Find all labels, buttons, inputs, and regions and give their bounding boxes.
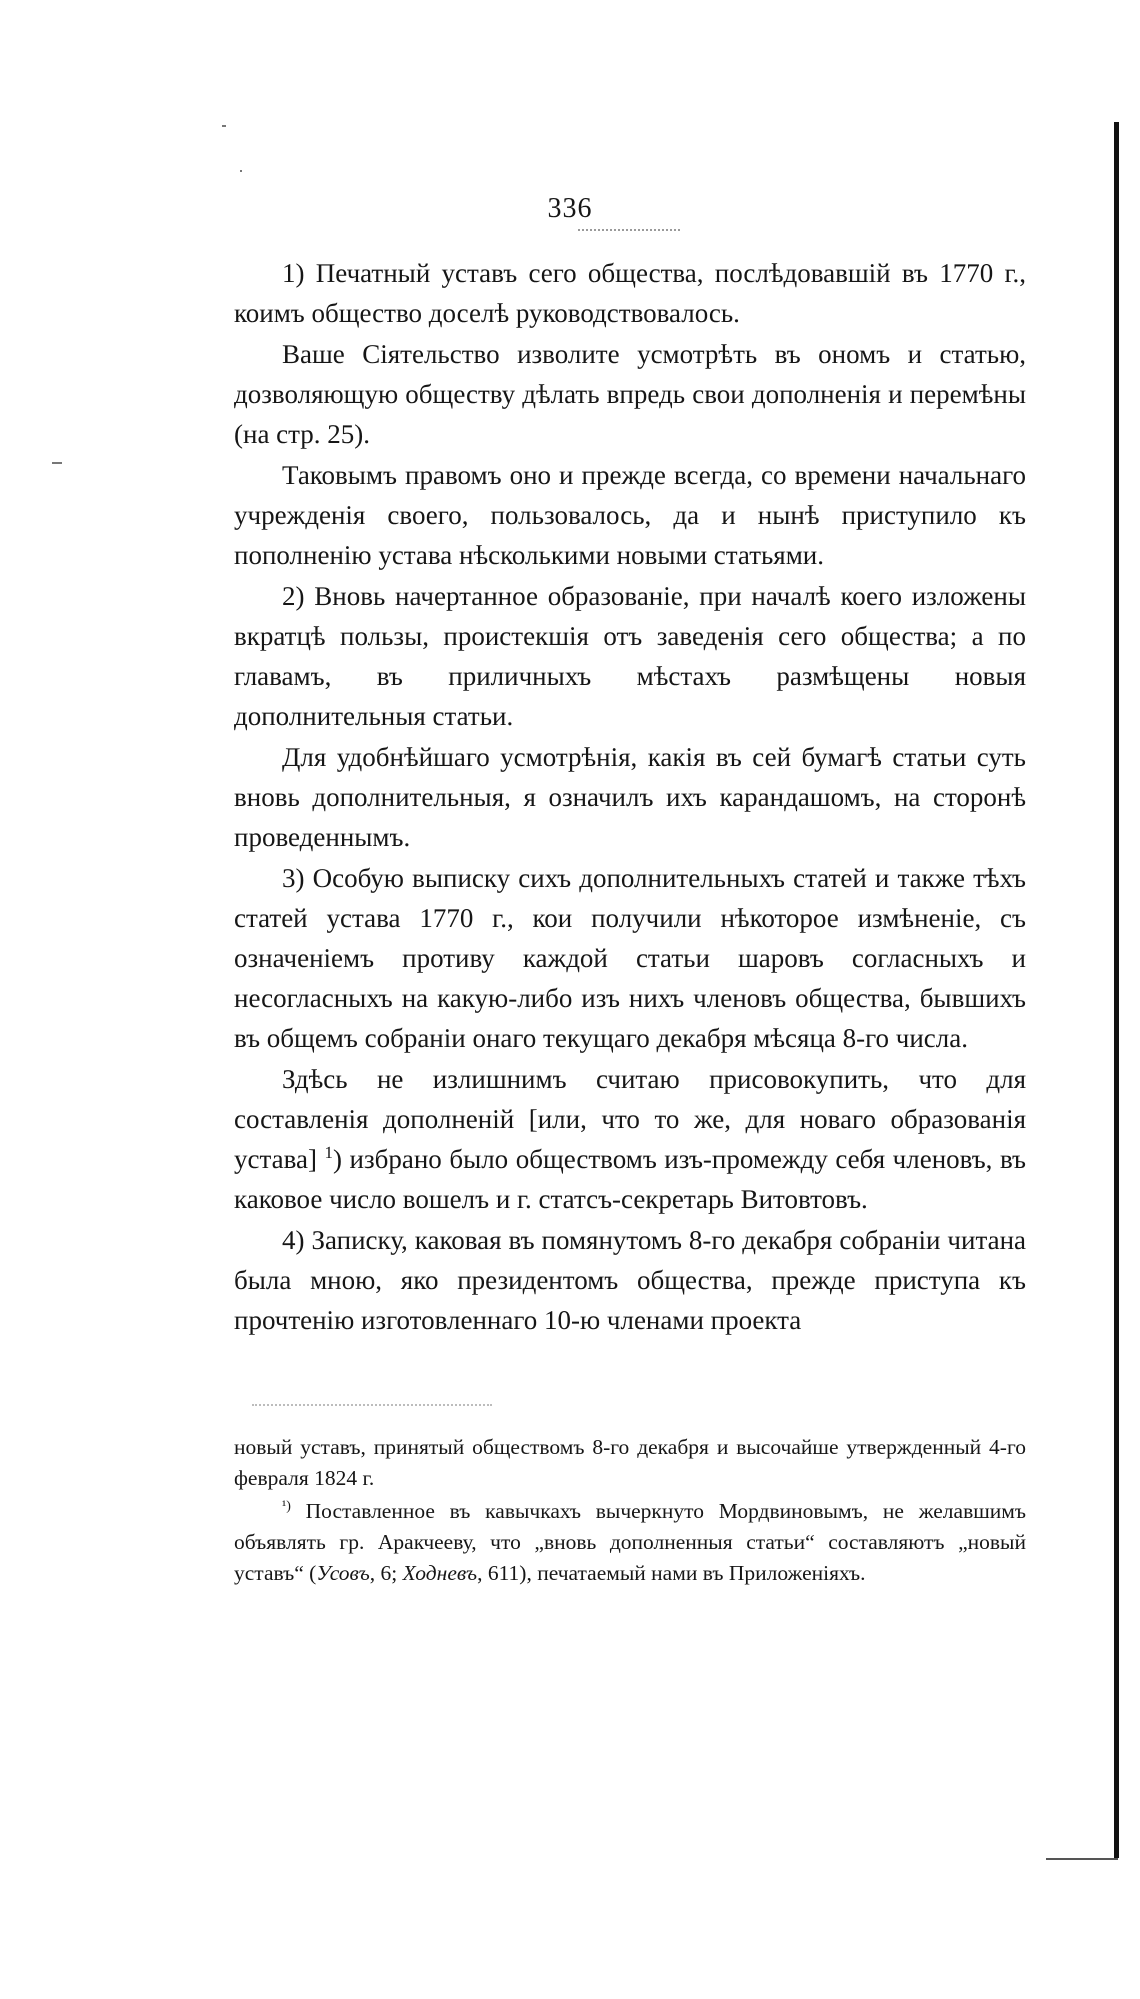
main-text	[234, 253, 1026, 1341]
page-number-rule	[578, 229, 680, 231]
paragraph-7	[234, 1059, 1026, 1219]
paragraph-3: Таковымъ правомъ оно и прежде всегда, со времени начальнаго учрежденія своего, пользовалось, да и нынѣ приступило къ пополненію устава нѣсколькими новыми статьями.	[234, 460, 1026, 570]
paragraph-7-after: ) избрано было обществомъ изъ-промежду себя членовъ, въ каковое число вошелъ и г. статсъ-секретарь Витовтовъ.	[234, 1144, 1026, 1214]
footnote-continuation: новый уставъ, принятый обществомъ 8-го декабря и высочайше утвержденный 4-го февраля 1824 г.	[234, 1435, 1026, 1490]
paragraph-4: 2) Вновь начертанное образованіе, при началѣ коего изложены вкратцѣ пользы, проистекшія отъ заведенія сего общества; а по главамъ, въ приличныхъ мѣстахъ размѣщены новыя дополнительныя статьи.	[234, 581, 1026, 731]
page-edge-shadow	[1114, 122, 1119, 1858]
footnote-1-text: Поставленное въ кавычкахъ вычеркнуто Мордвиновымъ, не желавшимъ объявлять гр. Аракчееву, что „вновь дополненныя статьи“ составляютъ „новый уставъ“ (	[234, 1499, 1027, 1585]
scan-speck	[222, 125, 226, 127]
footnote-ref-khodnev: Ходневъ	[402, 1561, 478, 1585]
paragraph-2: Ваше Сіятельство изволите усмотрѣть въ ономъ и статью, дозволяющую обществу дѣлать впредь свои дополненія и перемѣны (на стр. 25).	[234, 339, 1026, 449]
page-edge-bottom-mark	[1046, 1858, 1118, 1860]
paragraph-6: 3) Особую выписку сихъ дополнительныхъ статей и также тѣхъ статей устава 1770 г., кои получили нѣкоторое измѣненіе, съ означеніемъ противу каждой статьи шаровъ согласныхъ и несогласныхъ на какую-либо изъ нихъ членовъ общества, бывшихъ въ общемъ собраніи онаго текущаго декабря мѣсяца 8-го числа.	[234, 863, 1026, 1053]
footnote-ref-marker: 1	[324, 1143, 333, 1162]
footnote-1-marker: ¹)	[282, 1498, 291, 1514]
paragraph-1: 1) Печатный уставъ сего общества, послѣдовавшій въ 1770 г., коимъ общество доселѣ руководствовалось.	[234, 258, 1026, 328]
paragraph-8: 4) Записку, каковая въ помянутомъ 8-го декабря собраніи читана была мною, яко президентомъ общества, прежде приступа къ прочтенію изготовленнаго 10-ю членами проекта	[234, 1225, 1026, 1335]
footnote-ref-usov-page: , 6;	[369, 1561, 403, 1585]
section-separator	[252, 1404, 492, 1406]
paragraph-5: Для удобнѣйшаго усмотрѣнія, какія въ сей бумагѣ статьи суть вновь дополнительныя, я означилъ ихъ карандашомъ, на сторонѣ проведеннымъ.	[234, 742, 1026, 852]
footnote-1	[234, 1496, 1026, 1589]
scan-speck	[52, 462, 62, 464]
footnote-ref-khodnev-page: , 611), печатаемый нами въ Приложеніяхъ.	[477, 1561, 866, 1585]
footnote-ref-usov: Усовъ	[316, 1561, 370, 1585]
footnotes	[234, 1432, 1026, 1591]
paragraph-7-before: Здѣсь не излишнимъ считаю присовокупить, что для составленія дополненій [или, что то же, для новаго образованія устава]	[234, 1064, 1026, 1174]
scan-speck	[240, 170, 242, 172]
page-number: 336	[547, 193, 593, 224]
